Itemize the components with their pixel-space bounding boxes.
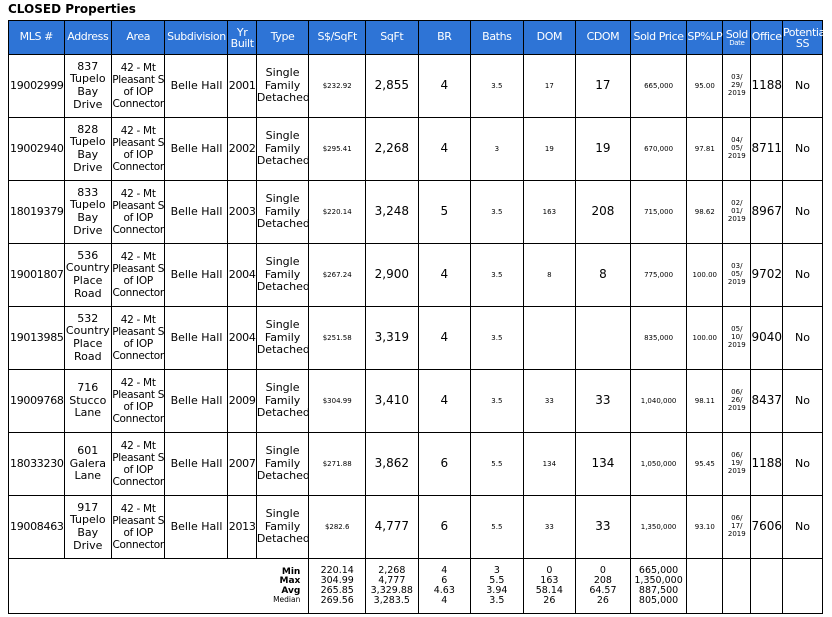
- sqft-cell: 2,855: [366, 55, 419, 118]
- cdom-cell: [576, 307, 631, 370]
- address-cell: 917 Tupelo Bay Drive: [64, 496, 111, 559]
- closed-properties-table: [8, 20, 828, 614]
- sold-date-cell: [723, 244, 751, 307]
- table-row: [9, 433, 823, 496]
- sold-date-part: 2019: [727, 466, 746, 475]
- summary-value: 1,350,000: [634, 575, 683, 587]
- sold-date-cell: [723, 496, 751, 559]
- mls-cell: 19002940: [9, 118, 65, 181]
- yr-built-cell: 2007: [228, 433, 256, 496]
- potential-ss-cell: No: [782, 118, 822, 181]
- br-cell: 4: [418, 370, 471, 433]
- table-row: [9, 55, 823, 118]
- subdivision-cell: Belle Hall: [165, 307, 228, 370]
- summary-value: 4,777: [378, 575, 406, 587]
- type-cell: Single Family Detached: [256, 181, 309, 244]
- type-cell: Single Family Detached: [256, 118, 309, 181]
- col-header-mls: MLS #: [9, 21, 65, 55]
- col-header-subdivision: Subdivision: [165, 21, 228, 55]
- dom-cell: 134: [523, 433, 576, 496]
- subdivision-cell: Belle Hall: [165, 433, 228, 496]
- baths-cell: 3.5: [471, 307, 524, 370]
- yr-built-cell: 2002: [228, 118, 256, 181]
- mls-cell: 19002999: [9, 55, 65, 118]
- sold-date-part: 05/: [731, 270, 743, 279]
- br-cell: 5: [418, 181, 471, 244]
- summary-row: [9, 559, 823, 614]
- summary-br: [418, 559, 471, 614]
- summary-value: 0: [546, 565, 553, 577]
- potential-ss-cell: No: [782, 433, 822, 496]
- sold-date-part: 2019: [727, 214, 746, 223]
- yr-built-cell: 2004: [228, 244, 256, 307]
- table-row: [9, 118, 823, 181]
- col-header-dom: DOM: [523, 21, 576, 55]
- subdivision-cell: Belle Hall: [165, 496, 228, 559]
- baths-cell: 3.5: [471, 370, 524, 433]
- summary-blank-sp-lp: [687, 559, 723, 614]
- yr-built-cell: 2003: [228, 181, 256, 244]
- potential-ss-cell: No: [782, 370, 822, 433]
- summary-value: 26: [596, 594, 609, 606]
- area-cell: 42 - Mt Pleasant S of IOP Connector: [111, 244, 165, 307]
- dom-cell: 19: [523, 118, 576, 181]
- summary-value: 208: [593, 575, 612, 587]
- dom-cell: 33: [523, 370, 576, 433]
- sold-date-part: 2019: [727, 529, 746, 538]
- table-row: [9, 370, 823, 433]
- ss-sqft-cell: $232.92: [309, 55, 366, 118]
- area-cell: 42 - Mt Pleasant S of IOP Connector: [111, 55, 165, 118]
- summary-value: 3: [493, 565, 500, 577]
- col-header-sold-date: [723, 21, 751, 55]
- subdivision-cell: Belle Hall: [165, 118, 228, 181]
- type-cell: Single Family Detached: [256, 55, 309, 118]
- summary-value: 665,000: [638, 565, 679, 577]
- summary-value: 64.57: [589, 585, 617, 596]
- sold-date-cell: [723, 55, 751, 118]
- type-cell: Single Family Detached: [256, 433, 309, 496]
- col-header-address: Address: [64, 21, 111, 55]
- potential-ss-cell: No: [782, 496, 822, 559]
- col-header-cdom: CDOM: [576, 21, 631, 55]
- sold-date-cell: [723, 118, 751, 181]
- address-cell: 837 Tupelo Bay Drive: [64, 55, 111, 118]
- sold-date-part: 2019: [727, 277, 746, 286]
- sold-date-part: 2019: [727, 151, 746, 160]
- sold-date-part: 2019: [727, 403, 746, 412]
- cdom-cell: 33: [576, 370, 631, 433]
- yr-built-cell: 2009: [228, 370, 256, 433]
- summary-blank-date: [723, 559, 751, 614]
- sold-price-cell: 835,000: [630, 307, 687, 370]
- table-row: [9, 496, 823, 559]
- sold-date-part: 01/: [731, 207, 743, 216]
- br-cell: 6: [418, 496, 471, 559]
- table-row: [9, 244, 823, 307]
- type-cell: Single Family Detached: [256, 370, 309, 433]
- cdom-cell: 19: [576, 118, 631, 181]
- sqft-cell: 4,777: [366, 496, 419, 559]
- br-cell: 4: [418, 118, 471, 181]
- col-header-office: Office: [751, 21, 783, 55]
- yr-built-cell: 2013: [228, 496, 256, 559]
- sold-label: Sold: [725, 27, 748, 41]
- office-cell: 1188: [751, 433, 783, 496]
- sold-price-cell: 670,000: [630, 118, 687, 181]
- ss-sqft-cell: $267.24: [309, 244, 366, 307]
- type-cell: Single Family Detached: [256, 496, 309, 559]
- sp-lp-cell: 98.11: [687, 370, 723, 433]
- cdom-cell: 208: [576, 181, 631, 244]
- sold-date-part: 04/: [731, 136, 743, 145]
- summary-label-median: Median: [273, 595, 301, 605]
- area-cell: 42 - Mt Pleasant S of IOP Connector: [111, 496, 165, 559]
- ss-sqft-cell: $251.58: [309, 307, 366, 370]
- baths-cell: 3: [471, 118, 524, 181]
- sold-date-cell: [723, 307, 751, 370]
- sold-date-part: 06/: [731, 388, 743, 397]
- sp-lp-cell: 95.00: [687, 55, 723, 118]
- summary-labels: [9, 559, 309, 614]
- baths-cell: 3.5: [471, 244, 524, 307]
- ss-sqft-cell: $271.88: [309, 433, 366, 496]
- summary-value: 4.63: [433, 585, 455, 596]
- dom-cell: 163: [523, 181, 576, 244]
- baths-cell: 3.5: [471, 181, 524, 244]
- office-cell: 8967: [751, 181, 783, 244]
- col-header-baths: Baths: [471, 21, 524, 55]
- sold-date-part: 2019: [727, 88, 746, 97]
- col-header-type: Type: [256, 21, 309, 55]
- table-row: [9, 307, 823, 370]
- sold-date-part: 05/: [731, 325, 743, 334]
- sp-lp-cell: 97.81: [687, 118, 723, 181]
- ss-sqft-cell: $295.41: [309, 118, 366, 181]
- sold-date-part: 06/: [731, 451, 743, 460]
- ss-sqft-cell: $220.14: [309, 181, 366, 244]
- summary-cdom: [576, 559, 631, 614]
- br-cell: 4: [418, 55, 471, 118]
- page-title: CLOSED Properties: [8, 2, 136, 16]
- header-row: [9, 21, 823, 55]
- summary-value: 265.85: [320, 585, 354, 596]
- address-cell: 716 Stucco Lane: [64, 370, 111, 433]
- potential-ss-cell: No: [782, 55, 822, 118]
- summary-value: 3,329.88: [370, 585, 413, 596]
- sp-lp-cell: 100.00: [687, 244, 723, 307]
- baths-cell: 5.5: [471, 433, 524, 496]
- potential-ss-cell: No: [782, 307, 822, 370]
- summary-value: 4: [441, 565, 448, 577]
- summary-blank-pss: [782, 559, 822, 614]
- area-cell: 42 - Mt Pleasant S of IOP Connector: [111, 118, 165, 181]
- yr-built-cell: 2004: [228, 307, 256, 370]
- summary-value: 58.14: [535, 585, 563, 596]
- summary-value: 5.5: [489, 575, 505, 587]
- address-cell: 833 Tupelo Bay Drive: [64, 181, 111, 244]
- area-cell: 42 - Mt Pleasant S of IOP Connector: [111, 307, 165, 370]
- ss-sqft-cell: $304.99: [309, 370, 366, 433]
- sold-price-cell: 1,350,000: [630, 496, 687, 559]
- mls-cell: 18019379: [9, 181, 65, 244]
- summary-value: 163: [540, 575, 559, 587]
- subdivision-cell: Belle Hall: [165, 181, 228, 244]
- col-header-yr-built: Yr Built: [228, 21, 256, 55]
- type-cell: Single Family Detached: [256, 244, 309, 307]
- col-header-br: BR: [418, 21, 471, 55]
- sp-lp-cell: 100.00: [687, 307, 723, 370]
- col-header-sqft: SqFt: [366, 21, 419, 55]
- summary-value: 269.56: [320, 594, 354, 606]
- col-header-potential-ss: Potential SS: [782, 21, 822, 55]
- sold-date-part: 03/: [731, 73, 743, 82]
- type-cell: Single Family Detached: [256, 307, 309, 370]
- office-cell: 8437: [751, 370, 783, 433]
- summary-ss-sqft: [309, 559, 366, 614]
- area-cell: 42 - Mt Pleasant S of IOP Connector: [111, 370, 165, 433]
- summary-label-min: Min: [281, 566, 301, 577]
- sold-price-cell: 665,000: [630, 55, 687, 118]
- subdivision-cell: Belle Hall: [165, 370, 228, 433]
- sold-date-sublabel: Date: [729, 38, 745, 47]
- summary-value: 3.5: [489, 594, 505, 606]
- cdom-cell: 8: [576, 244, 631, 307]
- summary-value: 887,500: [638, 585, 679, 596]
- br-cell: 4: [418, 244, 471, 307]
- potential-ss-cell: No: [782, 244, 822, 307]
- sqft-cell: 3,862: [366, 433, 419, 496]
- col-header-sold-price: Sold Price: [630, 21, 687, 55]
- summary-value: 26: [543, 594, 556, 606]
- sold-price-cell: 1,040,000: [630, 370, 687, 433]
- mls-cell: 19009768: [9, 370, 65, 433]
- office-cell: 7606: [751, 496, 783, 559]
- cdom-cell: 134: [576, 433, 631, 496]
- sold-price-cell: 1,050,000: [630, 433, 687, 496]
- office-cell: 1188: [751, 55, 783, 118]
- summary-value: 805,000: [638, 594, 679, 606]
- sold-date-cell: [723, 370, 751, 433]
- yr-built-cell: 2001: [228, 55, 256, 118]
- sold-date-part: 10/: [731, 333, 743, 342]
- table-row: [9, 181, 823, 244]
- dom-cell: [523, 307, 576, 370]
- mls-cell: 18033230: [9, 433, 65, 496]
- sold-date-part: 19/: [731, 459, 743, 468]
- sqft-cell: 2,268: [366, 118, 419, 181]
- sold-price-cell: 775,000: [630, 244, 687, 307]
- sold-date-part: 2019: [727, 340, 746, 349]
- summary-sqft: [366, 559, 419, 614]
- sqft-cell: 3,319: [366, 307, 419, 370]
- summary-value: 3,283.5: [373, 594, 410, 606]
- sold-date-part: 03/: [731, 262, 743, 271]
- summary-blank-office: [751, 559, 783, 614]
- dom-cell: 8: [523, 244, 576, 307]
- sp-lp-cell: 93.10: [687, 496, 723, 559]
- sp-lp-cell: 98.62: [687, 181, 723, 244]
- sold-date-part: 02/: [731, 199, 743, 208]
- baths-cell: 5.5: [471, 496, 524, 559]
- col-header-sp-lp: SP%LP: [687, 21, 723, 55]
- sold-date-cell: [723, 433, 751, 496]
- area-cell: 42 - Mt Pleasant S of IOP Connector: [111, 433, 165, 496]
- sold-date-part: 05/: [731, 144, 743, 153]
- summary-value: 220.14: [320, 565, 354, 577]
- office-cell: 9040: [751, 307, 783, 370]
- office-cell: 8711: [751, 118, 783, 181]
- address-cell: 532 Country Place Road: [64, 307, 111, 370]
- sold-date-part: 29/: [731, 81, 743, 90]
- summary-value: 2,268: [378, 565, 406, 577]
- sold-date-part: 06/: [731, 514, 743, 523]
- address-cell: 828 Tupelo Bay Drive: [64, 118, 111, 181]
- subdivision-cell: Belle Hall: [165, 55, 228, 118]
- col-header-area: Area: [111, 21, 165, 55]
- area-cell: 42 - Mt Pleasant S of IOP Connector: [111, 181, 165, 244]
- sqft-cell: 2,900: [366, 244, 419, 307]
- summary-dom: [523, 559, 576, 614]
- address-cell: 536 Country Place Road: [64, 244, 111, 307]
- subdivision-cell: Belle Hall: [165, 244, 228, 307]
- dom-cell: 33: [523, 496, 576, 559]
- summary-value: 0: [599, 565, 606, 577]
- office-cell: 9702: [751, 244, 783, 307]
- sold-price-cell: 715,000: [630, 181, 687, 244]
- sqft-cell: 3,248: [366, 181, 419, 244]
- address-cell: 601 Galera Lane: [64, 433, 111, 496]
- sold-date-part: 17/: [731, 522, 743, 531]
- dom-cell: 17: [523, 55, 576, 118]
- mls-cell: 19001807: [9, 244, 65, 307]
- summary-value: 4: [441, 594, 448, 606]
- sold-date-cell: [723, 181, 751, 244]
- col-header-ss-sqft: S$/SqFt: [309, 21, 366, 55]
- mls-cell: 19013985: [9, 307, 65, 370]
- summary-baths: [471, 559, 524, 614]
- summary-label-avg: Avg: [281, 585, 301, 596]
- br-cell: 4: [418, 307, 471, 370]
- sqft-cell: 3,410: [366, 370, 419, 433]
- summary-label-max: Max: [279, 576, 301, 587]
- baths-cell: 3.5: [471, 55, 524, 118]
- br-cell: 6: [418, 433, 471, 496]
- summary-sold-price: [630, 559, 687, 614]
- summary-value: 3.94: [486, 585, 508, 596]
- cdom-cell: 33: [576, 496, 631, 559]
- summary-value: 6: [441, 575, 448, 587]
- summary-value: 304.99: [320, 575, 354, 587]
- mls-cell: 19008463: [9, 496, 65, 559]
- ss-sqft-cell: $282.6: [309, 496, 366, 559]
- sold-date-part: 26/: [731, 396, 743, 405]
- potential-ss-cell: No: [782, 181, 822, 244]
- sp-lp-cell: 95.45: [687, 433, 723, 496]
- cdom-cell: 17: [576, 55, 631, 118]
